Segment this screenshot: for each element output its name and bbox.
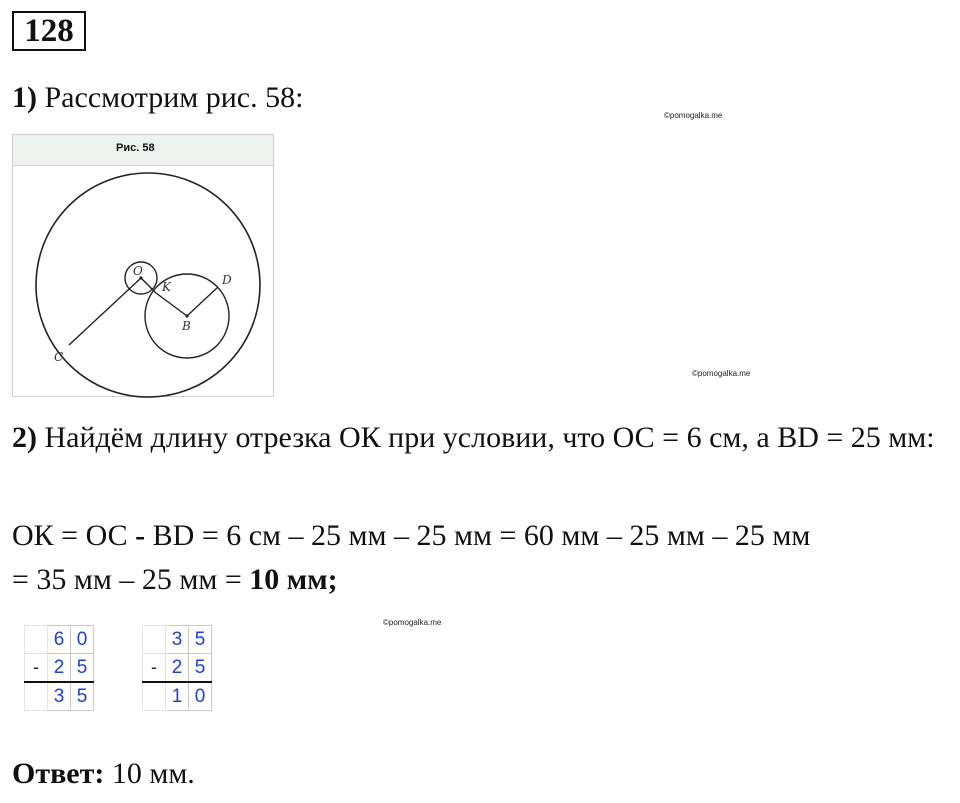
watermark: ©pomogalka.me xyxy=(692,369,751,378)
label-d: D xyxy=(222,273,232,287)
calc-line2-start: = 35 мм – 25 мм = xyxy=(12,563,250,596)
label-k: K xyxy=(162,280,171,294)
label-c: C xyxy=(54,350,64,364)
answer-label: Ответ: xyxy=(12,757,105,790)
step2-paragraph xyxy=(12,418,940,458)
segment-ok xyxy=(141,278,156,293)
segment-kb xyxy=(156,293,187,316)
digit-cell: 0 xyxy=(189,682,212,711)
calc-line-1 xyxy=(12,516,940,556)
calc-result: 10 мм; xyxy=(249,563,338,596)
digit-cell: 3 xyxy=(48,682,71,711)
watermark: ©pomogalka.me xyxy=(383,618,442,627)
figure-caption: Рис. 58 xyxy=(116,142,155,154)
step2-text: Найдём длину отрезка ОК при условии, что ОС = 6 см, а BD = 25 мм: xyxy=(37,421,935,454)
sign-cell xyxy=(25,626,48,654)
digit-cell: 5 xyxy=(189,626,212,654)
label-b: B xyxy=(182,319,191,333)
segment-oc xyxy=(69,278,141,345)
minus-sign: - xyxy=(143,654,166,683)
step1-number: 1) xyxy=(12,81,37,114)
sign-cell xyxy=(143,682,166,711)
digit-cell: 2 xyxy=(166,654,189,683)
watermark: ©pomogalka.me xyxy=(664,111,723,120)
calc-line1-start: ОК = ОС xyxy=(12,519,136,552)
column-subtraction xyxy=(24,625,94,711)
step1-text: Рассмотрим рис. 58: xyxy=(37,81,304,114)
column-subtraction xyxy=(142,625,212,711)
answer-value: 10 мм. xyxy=(104,757,195,790)
segment-bd xyxy=(187,287,218,316)
point-b xyxy=(185,314,188,317)
digit-cell: 2 xyxy=(48,654,71,683)
digit-cell: 3 xyxy=(166,626,189,654)
step2-number: 2) xyxy=(12,421,37,454)
sign-cell xyxy=(25,682,48,711)
digit-cell: 5 xyxy=(71,682,94,711)
task-number: 128 xyxy=(12,11,86,51)
digit-cell: 5 xyxy=(71,654,94,683)
label-o: O xyxy=(133,264,143,278)
calc-line1-rest: BD = 6 см – 25 мм – 25 мм = 60 мм – 25 мм – 25 мм xyxy=(145,519,811,552)
digit-cell: 6 xyxy=(48,626,71,654)
digit-cell: 5 xyxy=(189,654,212,683)
digit-cell: 1 xyxy=(166,682,189,711)
calc-line-2 xyxy=(12,563,338,597)
calc-line1-minus: - xyxy=(135,519,146,552)
figure-diagram xyxy=(0,0,300,410)
answer-line xyxy=(12,757,195,791)
sign-cell xyxy=(143,626,166,654)
minus-sign: - xyxy=(25,654,48,683)
digit-cell: 0 xyxy=(71,626,94,654)
